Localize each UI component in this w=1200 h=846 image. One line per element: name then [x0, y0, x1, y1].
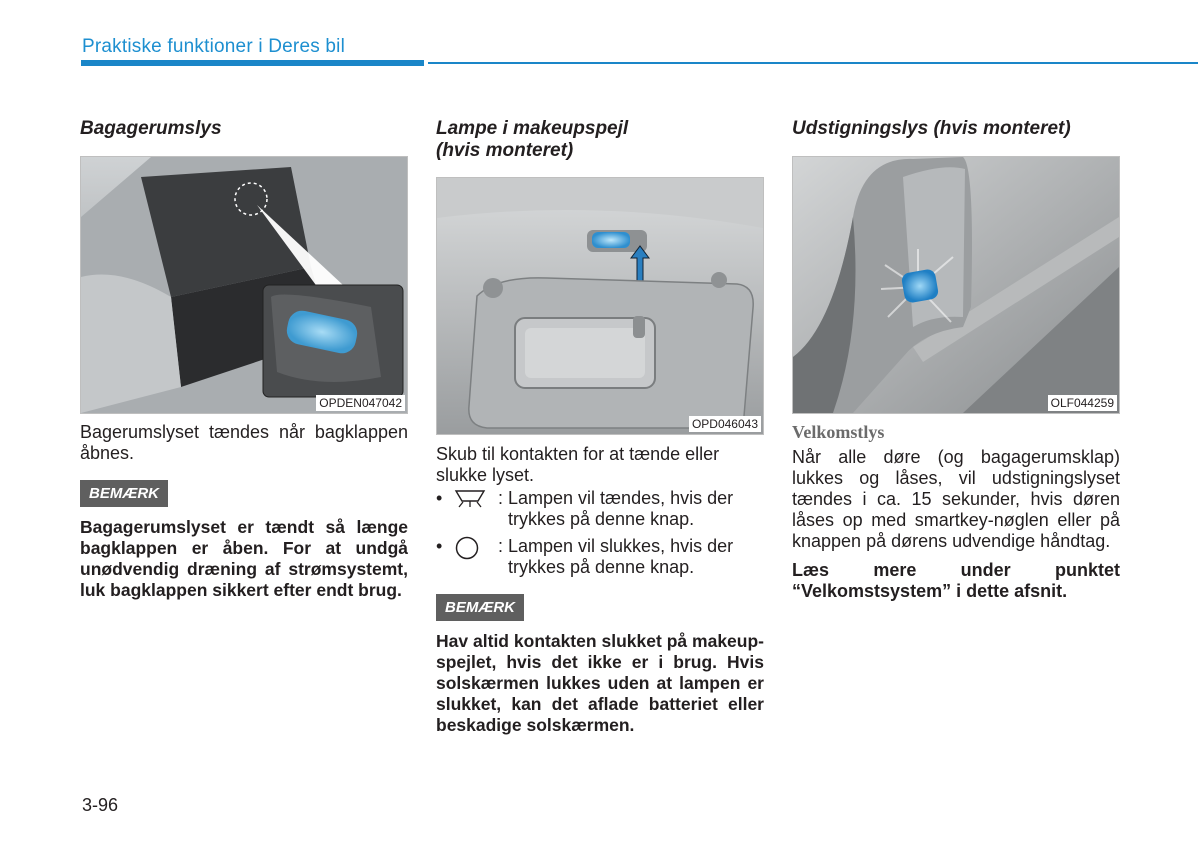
puddle-light-figure	[792, 156, 1120, 414]
page-number: 3-96	[82, 795, 119, 815]
bullet-colon: :	[498, 536, 504, 556]
bullet-text-line1: Lampen vil slukkes, hvis der	[508, 536, 734, 556]
figure-code: OPD046043	[689, 416, 761, 432]
header-accent-bar	[81, 60, 424, 66]
heading-line2: (hvis monteret)	[436, 140, 574, 161]
note-text: Hav altid kontakten slukket på makeup-spejlet, hvis det ikke er i brug. Hvis solskærmen lukkes uden at lampen er slukket, kan det aflade batteriet eller beskadige solskærmen.	[436, 631, 764, 735]
section-vanity-lamp	[436, 118, 764, 736]
bullet-dot: •	[436, 488, 443, 508]
body-text: Skub til kontakten for at tænde eller slukke lyset.	[436, 444, 720, 485]
cargo-light-figure	[80, 156, 408, 414]
subheading: Velkomstlys	[792, 422, 885, 442]
header-rule	[428, 62, 1198, 64]
bullet-text-line2: trykkes på denne knap.	[508, 509, 695, 529]
section-heading	[436, 118, 764, 162]
sun-visor-illustration	[437, 178, 763, 434]
bullet-text-line2: trykkes på denne knap.	[508, 557, 695, 577]
figure-code: OPDEN047042	[316, 395, 405, 411]
bullet-colon: :	[498, 488, 504, 508]
section-heading: Udstigningslys (hvis monteret)	[792, 118, 1071, 139]
section-puddle-light	[792, 118, 1120, 602]
side-mirror-illustration	[793, 157, 1119, 413]
section-cargo-light	[80, 118, 408, 601]
body-text: Bagerumslyset tændes når bagklappen åbnes.	[80, 422, 408, 463]
vanity-lamp-figure	[436, 177, 764, 435]
figure-code: OLF044259	[1048, 395, 1117, 411]
heading-line1: Lampe i makeupspejl	[436, 118, 629, 139]
lamp-on-icon	[450, 488, 490, 513]
note-label: BEMÆRK	[436, 594, 524, 621]
lamp-off-icon	[454, 536, 480, 565]
note-label: BEMÆRK	[80, 480, 168, 507]
page-header-title: Praktiske funktioner i Deres bil	[82, 36, 346, 57]
section-heading: Bagagerumslys	[80, 118, 222, 139]
note-text: Bagagerumslyset er tændt så længe bagklappen er åben. For at undgå unødvendig dræning af strømsystemt, luk bagklappen sikkert efter endt brug.	[80, 517, 408, 600]
bullet-text-line1: Lampen vil tændes, hvis der	[508, 488, 734, 508]
body-text: Når alle døre (og bagagerumsklap) lukkes og låses, vil udstigningslyset tændes i ca. 15 sekunder, hvis døren låses op med smartkey-nøglen eller på knappen på dørens udvendige håndtag.	[792, 447, 1120, 551]
bullet-dot: •	[436, 536, 443, 556]
note-text: Læs mere under punktet “Velkomstsystem” i dette afsnit.	[792, 560, 1120, 601]
bullet-lamp-on	[436, 488, 764, 530]
cargo-area-illustration	[81, 157, 407, 413]
bullet-lamp-off	[436, 536, 764, 578]
